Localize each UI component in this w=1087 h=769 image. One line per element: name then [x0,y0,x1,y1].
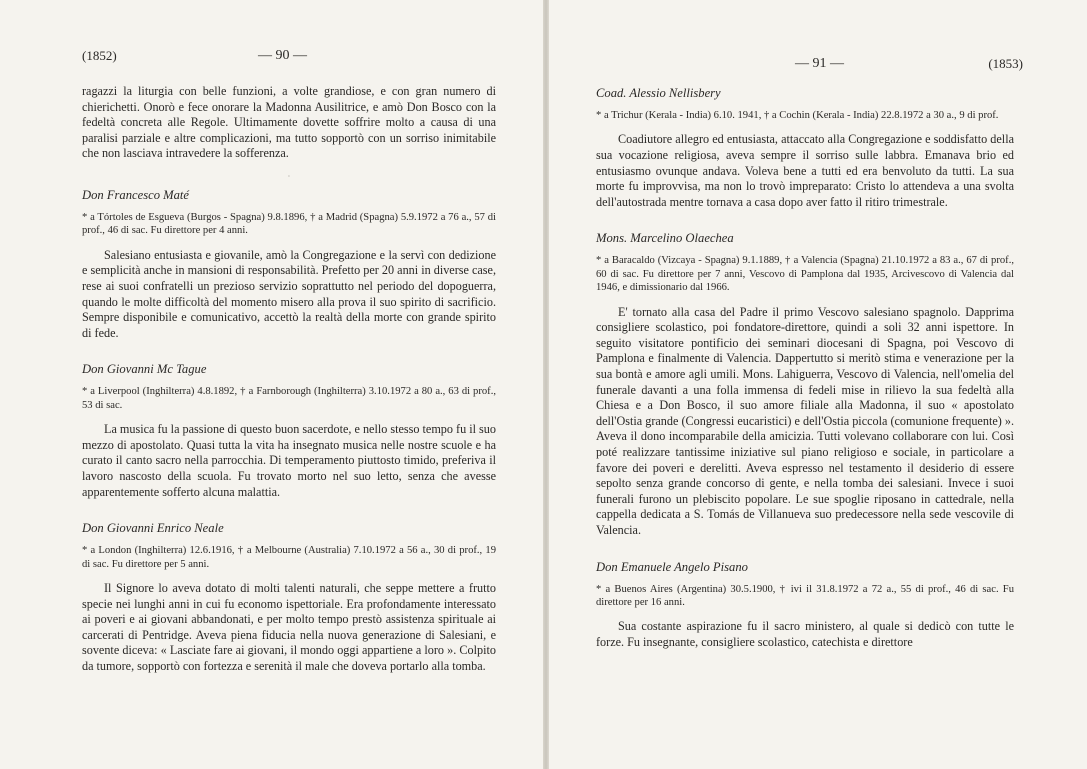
left-page [0,0,543,769]
left-page-year: (1852) [82,48,117,63]
right-page-header [596,52,1023,74]
entry-text: Salesiano entusiasta e giovanile, amò la Congregazione e la servì con dedizione e semplicità anche in mansioni di responsabilità. Prefetto per 20 anni in diverse case, rese ai suoi confratelli un prezioso servizio soprattutto nel periodo del dopoguerra, quando le molte difficoltà del momento misero alla prova il suo spirito di sacrificio. Sempre disponibile e comunicativo, accettò la realtà della morte con grande spirito di fede. [82,247,496,340]
left-page-header [82,48,496,70]
entry-name: Coad. Alessio Nellisbery [596,86,721,100]
entry-meta: * a Trichur (Kerala - India) 6.10. 1941, † a Cochin (Kerala - India) 22.8.1972 a 30 a., 9 di prof. [596,110,999,121]
entry-text: E' tornato alla casa del Padre il primo Vescovo salesiano spagnolo. Dapprima consigliere scolastico, poi fondatore-direttore, quindi a soli 32 anni ispettore. In seguito visitatore pontificio dei seminari diocesani di Spagna, poi Vescovo di Pamplona e finalmente di Valencia. Dappertutto si meritò stima e venerazione per la sua bontà e amore agli umili. Mons. Lahiguerra, Vescovo di Valencia, nell'omelia del funerale davanti a una folla immensa di fedeli mise in rilievo la sua fedeltà alla Chiesa e a Don Bosco, il suo amore filiale alla Madonna, il suo « apostolato dell'Ostia grande (Congressi eucaristici) e dell'Ostia piccola (comunione frequente) ». Aveva il dono incomparabile della amicizia. Tutti volevano collaborare con lui. Così poté realizzare tantissime iniziative sul piano religioso e sociale, in particolare a favore dei poveri e derelitti. Aveva espresso nel testamento il desiderio di essere sepolto senza grande concorso di gente, e nella tomba dei salesiani. Invece i suoi funerali furono un plebiscito popolare. Le sue spoglie riposano in cattedrale, nella cappella dedicata a S. Tomás de Villanueva suo predecessore nella sede vescovile di Valencia. [596,304,1014,537]
entry-name: Don Giovanni Enrico Neale [82,521,224,536]
entry-text: La musica fu la passione di questo buon sacerdote, e nello stesso tempo fu il suo mezzo di apostolato. Quasi tutta la vita ha insegnato musica nelle nostre scuole e ha curato il canto sacro nella parrocchia. Di temperamento piuttosto timido, preferiva il lavoro nascosto della scuola. Fu trovato morto nel suo letto, senza che avesse apparentemente sofferto alcuna malattia. [82,422,496,499]
small-ornament: · [287,171,291,181]
entry-text: Sua costante aspirazione fu il sacro ministero, al quale si dedicò con tutte le forze. Fu insegnante, consigliere scolastico, catechista e direttore [596,619,1014,649]
entry-name: Don Francesco Maté [82,187,190,202]
entry-meta: * a Buenos Aires (Argentina) 30.5.1900, † ivi il 31.8.1972 a 72 a., 55 di prof., 46 di sac. Fu direttore per 16 anni. [596,583,1014,608]
right-page-year: (1853) [988,56,1023,71]
right-page-number: — 91 — [795,56,844,71]
entry-meta: * a London (Inghilterra) 12.6.1916, † a Melbourne (Australia) 7.10.1972 a 56 a., 30 di prof., 19 di sac. Fu direttore per 5 anni. [82,545,496,570]
entry-text: Il Signore lo aveva dotato di molti talenti naturali, che seppe mettere a frutto specie nei lunghi anni in cui fu economo ispettoriale. Era profondamente interessato ai poveri e ai giovani abbandonati, e per molto tempo prestò assistenza spirituale ai carcerati di Pentridge. Aveva piena fiducia nella nuova generazione di Salesiani, e sovente diceva: « Lasciate fare ai giovani, il mondo oggi appartiene a loro ». Colpito da tumore, sopportò con fortezza e serenità il male che doveva portarlo alla tomba. [82,580,496,673]
entry-name: Mons. Marcelino Olaechea [596,231,734,246]
right-page-content [596,52,1023,651]
intro-paragraph: ragazzi la liturgia con belle funzioni, a volte grandiose, e con gran numero di chierichetti. Onorò e fece onorare la Madonna Ausilitrice, e amò Don Bosco con la fedeltà concreta alle Regole. Ultimamente dovette soffrire molto a causa di una paralisi parziale e altre complicazioni, ma tutto sopportò con un sorriso inimitabile che non lasciava intravedere la sofferenza. [82,84,496,161]
entry-meta: * a Baracaldo (Vizcaya - Spagna) 9.1.1889, † a Valencia (Spagna) 21.10.1972 a 83 a., 67 di prof., 60 di sac. Fu direttore per 7 anni, Vescovo di Pamplona dal 1935, Arcivescovo di Valencia dal 1946, e dimissionario dal 1966. [596,255,1014,294]
entry-meta: * a Tórtoles de Esgueva (Burgos - Spagna) 9.8.1896, † a Madrid (Spagna) 5.9.1972 a 76 a., 57 di prof., 46 di sac. Fu direttore per 4 anni. [82,211,496,237]
entry-name: Don Giovanni Mc Tague [82,362,207,377]
left-page-content [82,48,496,675]
left-page-number: — 90 — [258,48,307,63]
entry-name: Don Emanuele Angelo Pisano [596,559,748,574]
entry-text: Coadiutore allegro ed entusiasta, attaccato alla Congregazione e soddisfatto della sua vocazione religiosa, aveva sempre il sorriso sulle labbra. Emanava brio ed entusiasmo ovunque andava. Voleva bene a tutti ed era benvoluto da tutti. La sua morte fu improvvisa, ma non lo trovò impreparato: Cristo lo attendeva a una svolta dell'autostrada mentre tornava a casa dopo aver fatto il ritiro trimestrale. [596,132,1014,209]
entry-meta: * a Liverpool (Inghilterra) 4.8.1892, † a Farnborough (Inghilterra) 3.10.1972 a 80 a., 63 di prof., 53 di sac. [82,386,496,411]
right-page [549,0,1087,769]
